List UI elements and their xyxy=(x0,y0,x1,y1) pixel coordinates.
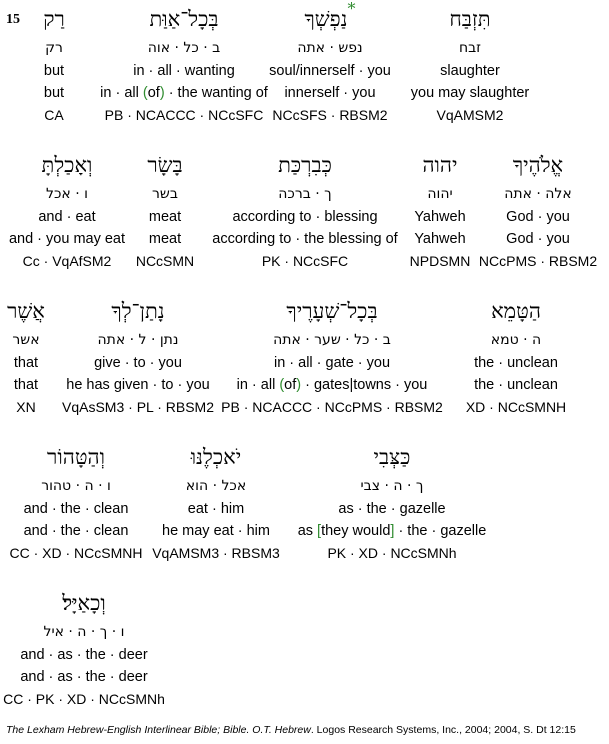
morphology-tag: PB · NCACCC · NCcPMS · RBSM2 xyxy=(221,399,443,415)
lexical-root: רק xyxy=(45,40,63,56)
translation xyxy=(221,374,443,396)
word-column xyxy=(298,440,487,564)
lexical-root: ה · טמא xyxy=(490,332,542,348)
lexical-root: ו · ה · טהור xyxy=(41,478,111,494)
translation-text: · the wanting of xyxy=(164,85,268,101)
literal-gloss: meat xyxy=(148,209,182,225)
word-column xyxy=(479,148,597,272)
literal-gloss: God · you xyxy=(506,209,570,225)
word-column xyxy=(152,440,280,564)
literal-gloss: and · the · clean xyxy=(23,501,129,517)
literal-gloss: give · to · you xyxy=(94,355,182,371)
literal-gloss: but xyxy=(43,63,65,79)
translation: Yahweh xyxy=(414,231,466,247)
translation xyxy=(100,82,268,104)
citation-details: . Logos Research Systems, Inc., 2004; 2004, S. Dt 12:15 xyxy=(310,724,576,736)
translation: he may eat · him xyxy=(162,523,270,539)
morphology-tag: CA xyxy=(44,107,64,123)
word-column xyxy=(411,2,529,126)
hebrew-word: כְּבִרְכַּת xyxy=(278,153,332,177)
hebrew-word: בְּכָל־שְׁעָרֶיךָ xyxy=(286,299,378,323)
translation-text: · the · gazelle xyxy=(394,523,487,539)
translation: God · you xyxy=(506,231,570,247)
lexical-root: ך · ה · צבי xyxy=(360,478,424,494)
lexical-root: ו · אכל xyxy=(46,186,88,202)
hebrew-word xyxy=(269,2,391,36)
close-bracket: ) xyxy=(296,377,302,393)
morphology-tag: Cc · VqAfSM2 xyxy=(22,253,112,269)
translation: the · unclean xyxy=(474,377,558,393)
morphology-tag: PK · NCcSFC xyxy=(261,253,349,269)
hebrew-word: בָּשָׂר xyxy=(147,153,183,177)
translation: meat xyxy=(148,231,182,247)
word-column xyxy=(410,148,471,272)
hebrew-word: הַטָּמֵא xyxy=(491,299,541,323)
morphology-tag: NCcSFS · RBSM2 xyxy=(272,107,388,123)
hebrew-word: נָתַן־לְךָ xyxy=(111,299,165,323)
word-column xyxy=(62,294,214,418)
hebrew-word: יהוה xyxy=(422,153,458,177)
citation-title: The Lexham Hebrew-English Interlinear Bible; Bible. O.T. Hebrew xyxy=(6,724,311,736)
close-bracket: ] xyxy=(390,523,395,539)
open-bracket: ( xyxy=(279,377,285,393)
implied-word: of xyxy=(147,85,160,101)
lexical-root: ב · כל · אוה xyxy=(147,40,221,56)
lexical-root: נפש · אתה xyxy=(297,40,363,56)
hebrew-word: אֲשֶׁר xyxy=(7,299,45,323)
literal-gloss: Yahweh xyxy=(414,209,466,225)
hebrew-word: כַּצְּבִי xyxy=(373,445,411,469)
literal-gloss: soul/innerself · you xyxy=(269,63,391,79)
translation-text: · gates|towns · you xyxy=(301,377,428,393)
open-bracket: ( xyxy=(142,85,148,101)
translation: according to · the blessing of xyxy=(212,231,398,247)
lexical-root: זבח xyxy=(458,40,482,56)
morphology-tag: CC · XD · NCcSMNH xyxy=(9,545,143,561)
morphology-tag: NCcPMS · RBSM2 xyxy=(478,253,598,269)
translation xyxy=(298,520,487,542)
morphology-tag: NPDSMN xyxy=(409,253,471,269)
translation: that xyxy=(13,377,39,393)
word-column xyxy=(221,294,443,418)
literal-gloss: slaughter xyxy=(440,63,500,79)
open-bracket: [ xyxy=(317,523,322,539)
hebrew-word: וְכָאַיָּל׃ xyxy=(62,591,106,615)
translation: you may slaughter xyxy=(410,85,530,101)
translation: and · the · clean xyxy=(23,523,129,539)
hebrew-text: נַפְשְׁךָ xyxy=(304,7,348,31)
lexical-root: נתן · ל · אתה xyxy=(97,332,179,348)
hebrew-word: תִּזְבַּח xyxy=(449,7,491,31)
translation: and · you may eat xyxy=(8,231,126,247)
morphology-tag: VqAMSM3 · RBSM3 xyxy=(152,545,280,561)
hebrew-word: רַק xyxy=(43,7,65,31)
literal-gloss: and · as · the · deer xyxy=(20,647,148,663)
hebrew-word: יֹאכְלֶנּוּ xyxy=(190,445,242,469)
word-column xyxy=(100,2,268,126)
lexical-root: ך · ברכה xyxy=(278,186,332,202)
translation-text: in · all xyxy=(236,377,280,393)
morphology-tag: PB · NCACCC · NCcSFC xyxy=(104,107,264,123)
lexical-root: אלה · אתה xyxy=(504,186,572,202)
translation: and · as · the · deer xyxy=(20,669,148,685)
word-column xyxy=(43,2,65,126)
translation: he has given · to · you xyxy=(66,377,210,393)
lexical-root: בשר xyxy=(152,186,178,202)
implied-word: of xyxy=(284,377,297,393)
lexical-root: אשר xyxy=(12,332,40,348)
source-citation xyxy=(6,724,576,736)
literal-gloss: according to · blessing xyxy=(232,209,378,225)
literal-gloss: the · unclean xyxy=(474,355,558,371)
close-bracket: ) xyxy=(159,85,165,101)
literal-gloss: and · eat xyxy=(38,209,96,225)
lexical-root: ו · ך · ה · איל xyxy=(43,624,125,640)
literal-gloss: eat · him xyxy=(187,501,245,517)
hebrew-word: בְּכָל־אַוַּת xyxy=(149,7,219,31)
morphology-tag: CC · PK · XD · NCcSMNh xyxy=(3,691,165,707)
word-column xyxy=(3,586,165,710)
word-column xyxy=(466,294,566,418)
morphology-tag: XN xyxy=(16,399,36,415)
word-column xyxy=(7,294,45,418)
translation: innerself · you xyxy=(284,85,376,101)
word-column xyxy=(136,148,194,272)
morphology-tag: VqAsSM3 · PL · RBSM2 xyxy=(62,399,214,415)
translation: but xyxy=(43,85,65,101)
translation-text: in · all xyxy=(100,85,143,101)
word-column xyxy=(10,440,143,564)
hebrew-word: אֱלֹהֶיךָ xyxy=(512,153,564,177)
word-column xyxy=(212,148,397,272)
literal-gloss: in · all · wanting xyxy=(133,63,235,79)
morphology-tag: NCcSMN xyxy=(135,253,195,269)
morphology-tag: PK · XD · NCcSMNh xyxy=(327,545,457,561)
literal-gloss: in · all · gate · you xyxy=(273,355,391,371)
verse-number: 15 xyxy=(6,12,20,27)
morphology-tag: XD · NCcSMNH xyxy=(465,399,567,415)
literal-gloss: as · the · gazelle xyxy=(338,501,446,517)
word-column xyxy=(9,148,125,272)
lexical-root: יהוה xyxy=(427,186,453,202)
implied-word: they would xyxy=(321,523,391,539)
hebrew-word: וְאָכַלְתָּ xyxy=(41,153,93,177)
word-column xyxy=(269,2,391,126)
lexical-root: ב · כל · שער · אתה xyxy=(273,332,391,348)
lexical-root: אכל · הוא xyxy=(185,478,247,494)
translation-text: as xyxy=(297,523,318,539)
literal-gloss: that xyxy=(13,355,39,371)
morphology-tag: VqAMSM2 xyxy=(436,107,504,123)
hebrew-word: וְהַטָּהוֹר xyxy=(47,445,105,469)
note-asterisk[interactable]: * xyxy=(347,0,356,18)
